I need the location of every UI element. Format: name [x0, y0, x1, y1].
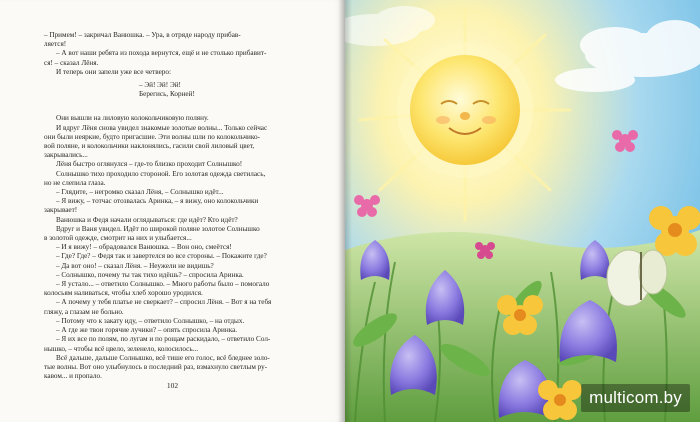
watermark: multicom.by — [581, 384, 690, 412]
text-line: Всё дальше, дальше Солнышко, всё тише его голос, всё бледнее золо- — [56, 353, 270, 362]
sun — [397, 42, 533, 178]
text-line: – Где? Где? – Федя так и завертелся во все стороны. – Покажите где? — [56, 252, 267, 261]
text-page — [0, 0, 345, 422]
text-line: – А вот наши ребята из похода вернутся, ещё и не столько прибавит- — [56, 49, 267, 58]
text-line: – И я вижу! – обрадовался Ванюшка. – Вон оно, смеётся! — [56, 243, 232, 252]
text-line: ся! – сказал Лёня. — [44, 58, 99, 67]
illustration-page — [345, 0, 700, 422]
text-line: – Я их все по полям, по лугам и по рощам раскидало, – ответило Сол- — [56, 335, 271, 344]
text-line: – Я вижу, – тотчас отозвалась Аринка, – я вижу, оно колокольчики — [56, 197, 259, 206]
text-line: но не слепила глаза. — [44, 178, 106, 187]
text-line: – Да вот оно! – сказал Лёня. – Неужели не видишь? — [56, 261, 214, 270]
text-line: Лёня быстро оглянулся – где-то близко проходит Солнышко! — [56, 160, 243, 169]
text-line: вой поляне, и колокольчики наклонялись, гасили свой лиловый цвет, — [44, 142, 255, 151]
text-line: закрывает! — [44, 206, 78, 215]
text-line: Они вышли на лиловую колокольчиковую поляну. — [56, 114, 209, 123]
song-verse — [139, 81, 322, 99]
text-line: – Примем! – закричал Ванюшка. – Ура, в отряде народу прибав- — [44, 31, 241, 39]
text-line: – Потому что к закату иду, – ответило Солнышко, – на отдых. — [56, 316, 245, 325]
text-line: кавом... и пропало. — [44, 372, 102, 381]
text-line: – А где же твои горячие лучики? – опять спросила Аринка. — [56, 326, 238, 335]
illustration — [345, 0, 700, 422]
page-number: 102 — [166, 381, 179, 390]
text-line: они были неяркие, будто пригасшие. Эти волны шли по колокольчико- — [44, 132, 261, 141]
text-line: тые волны. Вот оно улыбнулось в последний раз, взмахнуло светлым ру- — [44, 362, 268, 371]
text-line: – Глядите, – негромко сказал Лёня, – Солнышко идёт... — [56, 188, 224, 197]
text-line: ляется! — [44, 40, 67, 49]
verse-line: – Эй! Эй! Эй! — [139, 81, 181, 90]
text-line: – А почему у тебя платье не сверкает? – спросил Лёня. – Вот я на тебя — [56, 298, 272, 307]
story-text — [44, 31, 322, 381]
text-line: нышко, – чтобы всё цвело, зеленело, колосилось... — [44, 344, 199, 353]
text-line: в золотой одежде, смотрит на них и улыбается... — [44, 234, 192, 243]
text-line: Вдруг и Ваня увидел. Идёт по широкой поляне золотое Солнышко — [56, 224, 260, 233]
text-line: Ванюшка и Федя начали оглядываться: где идёт? Кто идёт? — [56, 215, 238, 224]
text-line: И теперь они запели уже все четверо: — [56, 67, 171, 76]
text-line: Солнышко тихо проходило стороной. Его золотая одежда светилась, — [56, 169, 266, 178]
text-line: гляжу, а глазам не больно. — [44, 307, 124, 316]
text-line: И вдруг Лёня снова увидел знакомые золотые волны... Только сейчас — [56, 123, 268, 132]
verse-line: Берегись, Корней! — [139, 90, 195, 99]
text-line: колосьям наливаться, чтобы хлеб хорошо уродился. — [44, 289, 203, 298]
text-line: – Я устало... – ответило Солнышко. – Много работы было – помогало — [56, 280, 270, 289]
text-line: – Солнышко, почему ты так тихо идёшь? – спросила Аринка. — [56, 270, 244, 279]
text-line: закрывались... — [44, 151, 88, 160]
